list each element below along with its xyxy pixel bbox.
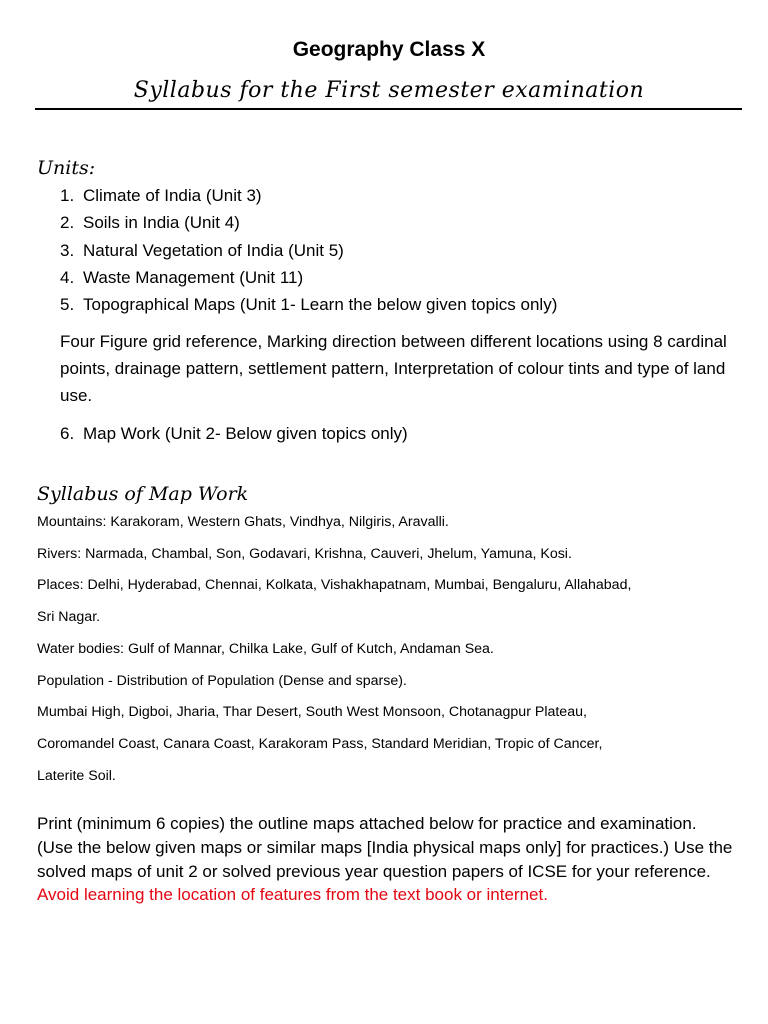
map-work-line: Sri Nagar. bbox=[37, 609, 101, 626]
item-text: Natural Vegetation of India (Unit 5) bbox=[83, 240, 344, 260]
list-item bbox=[60, 209, 557, 236]
map-work-line: Laterite Soil. bbox=[37, 767, 116, 784]
item-number: 3. bbox=[60, 240, 75, 260]
map-work-line: Mumbai High, Digboi, Jharia, Thar Desert, South West Monsoon, Chotanagpur Plateau, bbox=[37, 704, 587, 721]
header-divider bbox=[35, 108, 742, 110]
item-text: Map Work (Unit 2- Below given topics only) bbox=[83, 424, 408, 443]
warning-text: Avoid learning the location of features from the text book or internet. bbox=[37, 885, 548, 905]
list-item bbox=[60, 237, 557, 264]
units-list bbox=[60, 182, 557, 318]
units-heading: Units: bbox=[37, 157, 96, 179]
map-work-line: Rivers: Narmada, Chambal, Son, Godavari, Krishna, Cauveri, Jhelum, Yamuna, Kosi. bbox=[37, 545, 572, 562]
map-work-list bbox=[37, 507, 752, 792]
item-number: 5. bbox=[60, 295, 75, 315]
list-item bbox=[60, 420, 408, 447]
instructions-paragraph bbox=[37, 812, 737, 907]
list-item bbox=[60, 264, 557, 291]
item-text: Soils in India (Unit 4) bbox=[83, 213, 240, 233]
map-work-heading: Syllabus of Map Work bbox=[37, 483, 249, 505]
item-number: 2. bbox=[60, 213, 75, 233]
map-work-line: Water bodies: Gulf of Mannar, Chilka Lake, Gulf of Kutch, Andaman Sea. bbox=[37, 640, 494, 657]
map-work-line: Population - Distribution of Population (Dense and sparse). bbox=[37, 672, 407, 689]
map-work-line: Mountains: Karakoram, Western Ghats, Vindhya, Nilgiris, Aravalli. bbox=[37, 514, 449, 530]
list-item bbox=[60, 182, 557, 209]
document-subtitle: Syllabus for the First semester examination bbox=[133, 78, 645, 103]
list-item bbox=[60, 291, 557, 318]
item-number: 6. bbox=[60, 424, 75, 443]
instructions-text: Print (minimum 6 copies) the outline maps attached below for practice and examination. (Use the below given maps or similar maps [India physical maps only] for practices.) Use the solved maps of unit 2 or solved previous year question papers of ICSE for your reference. bbox=[37, 814, 733, 881]
item-text: Climate of India (Unit 3) bbox=[83, 186, 262, 205]
map-work-line: Places: Delhi, Hyderabad, Chennai, Kolkata, Vishakhapatnam, Mumbai, Bengaluru, Allahabad, bbox=[37, 577, 632, 594]
item-text: Topographical Maps (Unit 1- Learn the below given topics only) bbox=[83, 295, 558, 315]
map-work-line: Coromandel Coast, Canara Coast, Karakoram Pass, Standard Meridian, Tropic of Cancer, bbox=[37, 735, 603, 752]
document-title: Geography Class X bbox=[292, 38, 486, 61]
item-text: Waste Management (Unit 11) bbox=[83, 267, 304, 287]
item-number: 4. bbox=[60, 267, 75, 287]
topographical-topics-paragraph: Four Figure grid reference, Marking direction between different locations using 8 cardinal points, drainage pattern, settlement pattern, Interpretation of colour tints and type of land use. bbox=[60, 332, 727, 405]
item-number: 1. bbox=[60, 186, 75, 205]
